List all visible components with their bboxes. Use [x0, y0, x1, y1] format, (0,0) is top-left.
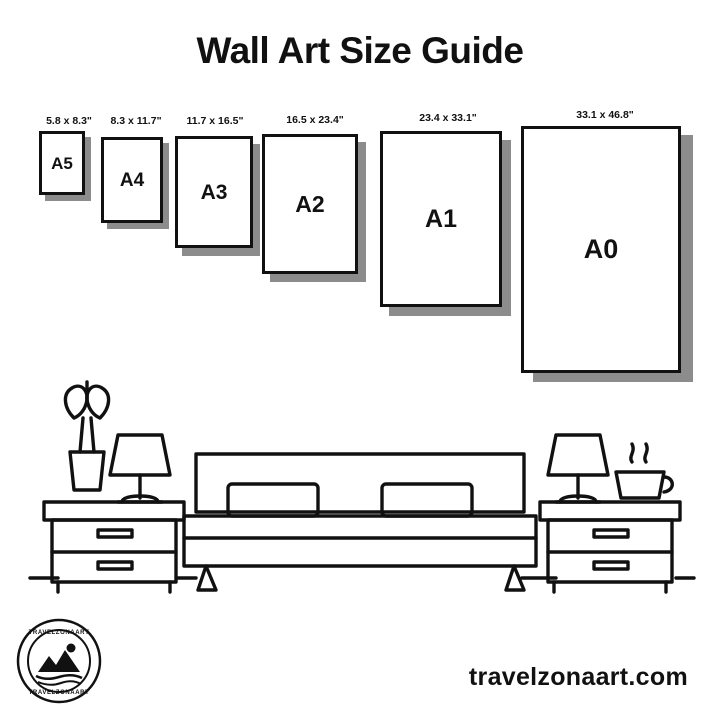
size-chart: [0, 105, 720, 405]
brand-logo[interactable]: [16, 618, 102, 704]
frame-name-a3: A3: [200, 180, 228, 204]
page-title: Wall Art Size Guide: [196, 30, 524, 71]
frame-name-a5: A5: [51, 153, 73, 173]
frame-box-a3[interactable]: [175, 136, 253, 248]
brand-logo-icon: [16, 618, 102, 704]
svg-text:TRAVELZONAART: TRAVELZONAART: [28, 630, 90, 636]
vase-with-flowers-icon: [65, 382, 108, 490]
frame-dimensions-a3: 11.7 x 16.5": [186, 115, 244, 127]
frame-dimensions-a1: 23.4 x 33.1": [419, 112, 477, 124]
website-url[interactable]: travelzonaart.com: [468, 663, 688, 691]
frame-box-a0[interactable]: [521, 126, 681, 373]
nightstand-left: [44, 502, 184, 592]
frame-dimensions-a5: 5.8 x 8.3": [46, 115, 92, 127]
frame-dimensions-a2: 16.5 x 23.4": [286, 114, 344, 126]
table-lamp-right-icon: [548, 435, 608, 502]
coffee-cup-icon: [616, 444, 672, 498]
frame-name-a1: A1: [425, 204, 457, 233]
frame-box-a5[interactable]: [39, 131, 85, 195]
frame-box-a2[interactable]: [262, 134, 358, 274]
frame-dimensions-a0: 33.1 x 46.8": [576, 109, 634, 121]
svg-text:TRAVELZONAART: TRAVELZONAART: [28, 690, 90, 696]
frame-box-a1[interactable]: [380, 131, 502, 307]
frame-name-a0: A0: [583, 234, 619, 264]
scene-illustration: [0, 380, 720, 610]
frame-name-a2: A2: [295, 190, 325, 217]
nightstand-right: [540, 502, 680, 592]
bedroom-scene: [0, 380, 720, 610]
table-lamp-left-icon: [110, 435, 170, 502]
frame-box-a4[interactable]: [101, 137, 163, 223]
frame-name-a4: A4: [119, 169, 145, 191]
bed: [184, 454, 536, 590]
frame-dimensions-a4: 8.3 x 11.7": [110, 115, 162, 127]
